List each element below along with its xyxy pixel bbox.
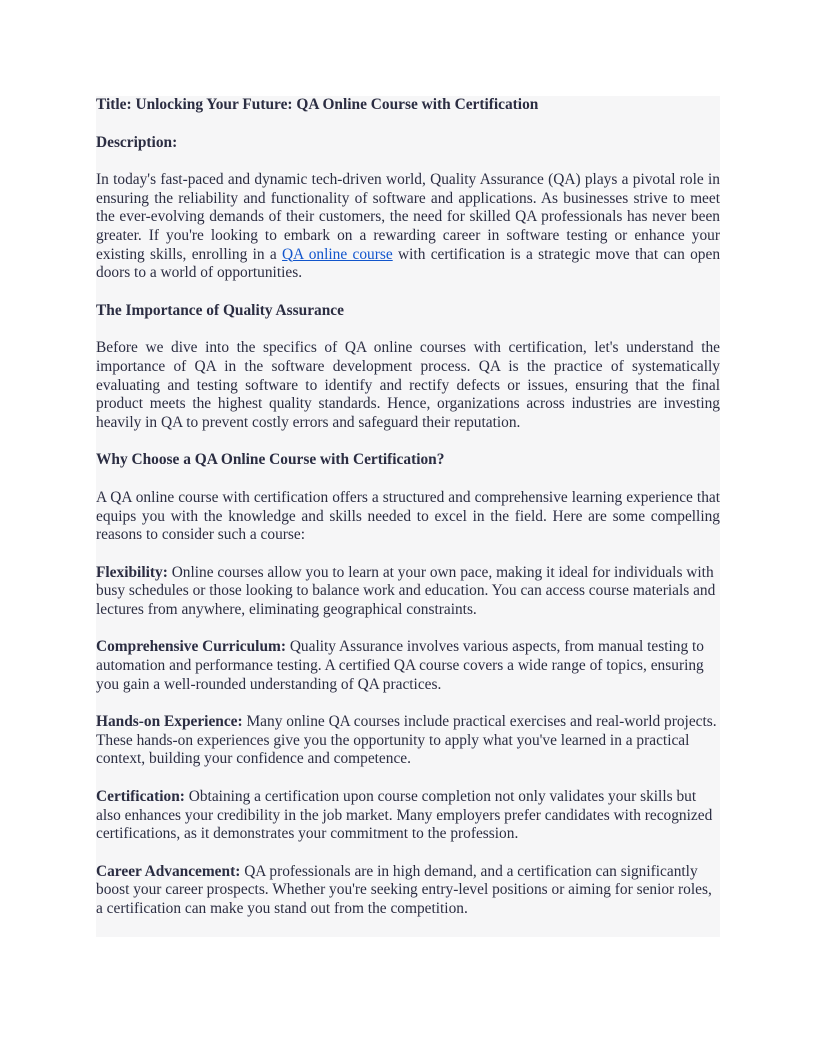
article-body [96, 96, 720, 937]
reason-label: Certification: [96, 788, 185, 806]
reason-text: Quality Assurance involves various aspects, from manual testing to automation and performance testing. A certified QA course covers a wide range of topics, ensuring you gain a well-rounded understanding of QA practices. [96, 638, 704, 693]
reason-text: Online courses allow you to learn at your own pace, making it ideal for individuals with busy schedules or those looking to balance work and education. You can access course materials and lectures from anywhere, eliminating geographical constraints. [96, 563, 716, 618]
why-paragraph: A QA online course with certification offers a structured and comprehensive learning experience that equips you with the knowledge and skills needed to excel in the field. Here are some compelling reasons to consider such a course: [96, 488, 720, 544]
importance-heading: The Importance of Quality Assurance [96, 301, 344, 319]
reason-text: QA professionals are in high demand, and a certification can significantly boost your career prospects. Whether you're seeking entry-level positions or aiming for senior roles, a certification can make you stand out from the competition. [96, 862, 712, 917]
reason-career [96, 863, 720, 919]
reason-label: Comprehensive Curriculum: [96, 638, 286, 656]
reason-certification [96, 788, 720, 844]
intro-text-after: with certification is a strategic move that can open doors to a world of opportunities. [96, 245, 721, 282]
description-label: Description: [96, 133, 178, 151]
reason-curriculum [96, 638, 720, 694]
reason-flexibility [96, 564, 720, 620]
reason-label: Hands-on Experience: [96, 713, 243, 731]
reason-hands-on [96, 713, 720, 769]
why-heading: Why Choose a QA Online Course with Certification? [96, 451, 445, 469]
document-title: Title: Unlocking Your Future: QA Online Course with Certification [96, 96, 539, 113]
reason-text: Many online QA courses include practical exercises and real-world projects. These hands-on experiences give you the opportunity to apply what you've learned in a practical context, building your confidence and competence. [96, 713, 717, 768]
intro-paragraph [96, 171, 720, 283]
reason-label: Career Advancement: [96, 862, 241, 880]
qa-online-course-link[interactable]: QA online course [282, 245, 393, 263]
intro-text-before: In today's fast-paced and dynamic tech-driven world, Quality Assurance (QA) plays a pivotal role in ensuring the reliability and functionality of software and applications. As businesses strive to meet the ever-evolving demands of their customers, the need for skilled QA professionals has never been greater. If you're looking to embark on a rewarding career in software testing or enhance your existing skills, enrolling in a [96, 171, 720, 263]
reason-text: Obtaining a certification upon course completion not only validates your skills but also enhances your credibility in the job market. Many employers prefer candidates with recognized certifications, as it demonstrates your commitment to the profession. [96, 788, 713, 843]
importance-paragraph: Before we dive into the specifics of QA online courses with certification, let's understand the importance of QA in the software development process. QA is the practice of systematically evaluating and testing software to identify and rectify defects or issues, ensuring that the final product meets the highest quality standards. Hence, organizations across industries are investing heavily in QA to prevent costly errors and safeguard their reputation. [96, 339, 720, 431]
reason-label: Flexibility: [96, 563, 168, 581]
